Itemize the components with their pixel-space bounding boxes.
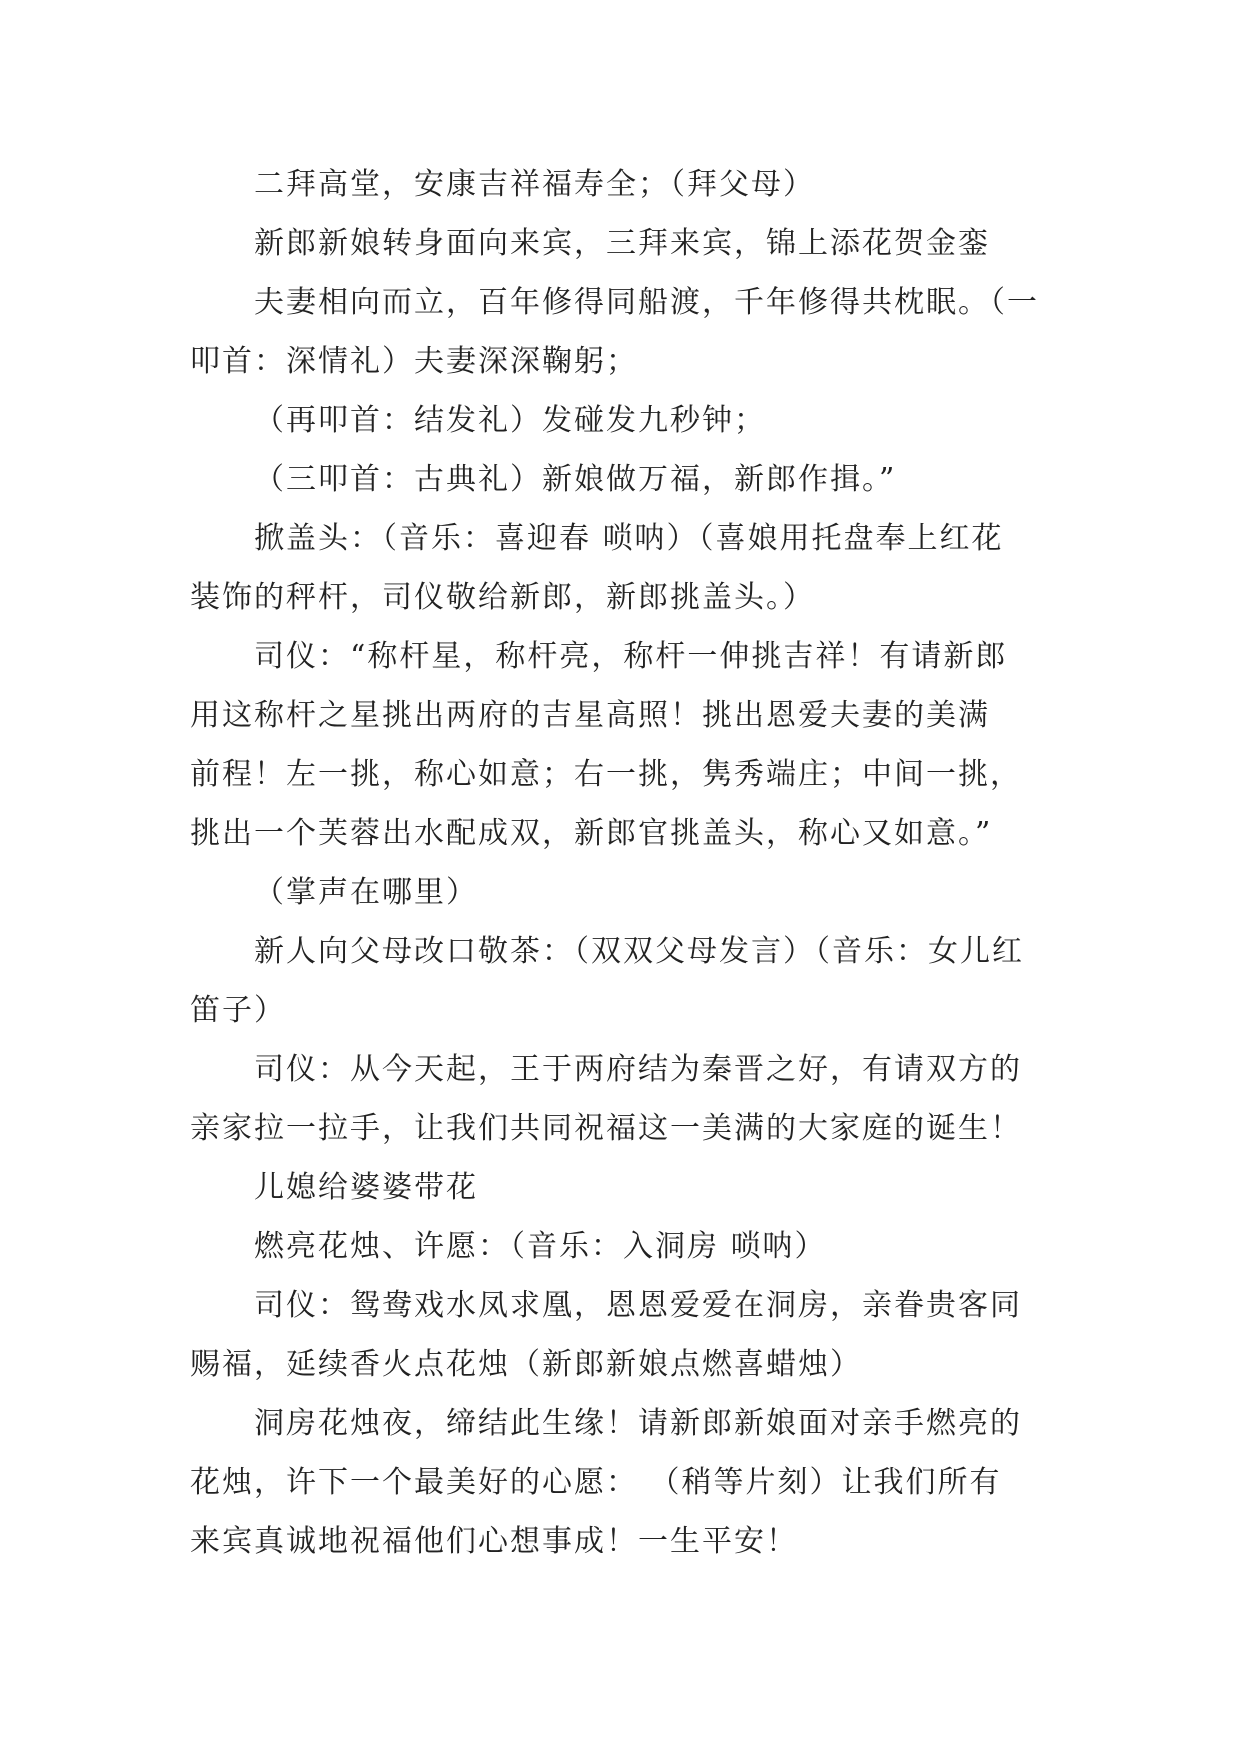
paragraph-families-united (190, 1040, 1070, 1158)
text-line: 来宾真诚地祝福他们心想事成！一生平安！ (190, 1524, 798, 1559)
paragraph-second-bow (190, 391, 1070, 450)
text-line: （再叩首：结发礼）发碰发九秒钟； (254, 403, 766, 438)
paragraph-couple-bow (190, 273, 1070, 391)
text-line: （掌声在哪里） (254, 875, 478, 910)
text-line: 司仪：鸳鸯戏水凤求凰，恩恩爱爱在洞房，亲眷贵客同 (254, 1288, 1022, 1323)
text-line: 司仪：从今天起，王于两府结为秦晋之好，有请双方的 (254, 1052, 1022, 1087)
text-line: 二拜高堂，安康吉祥福寿全；（拜父母） (254, 167, 815, 202)
text-line: 新郎新娘转身面向来宾，三拜来宾，锦上添花贺金銮 (254, 226, 990, 261)
text-line: 夫妻相向而立，百年修得同船渡，千年修得共枕眠。（一 (254, 285, 1039, 320)
text-line: 儿媳给婆婆带花 (254, 1170, 478, 1205)
text-line: 笛子） (190, 993, 286, 1028)
paragraph-third-bow (190, 450, 1070, 509)
paragraph-bow-parents (190, 155, 1070, 214)
paragraph-host-candle-speech (190, 1276, 1070, 1394)
paragraph-lift-veil (190, 509, 1070, 627)
text-line: 用这称杆之星挑出两府的吉星高照！挑出恩爱夫妻的美满 (190, 698, 990, 733)
text-line: （三叩首：古典礼）新娘做万福，新郎作揖。” (254, 462, 897, 497)
text-line: 赐福，延续香火点花烛（新郎新娘点燃喜蜡烛） (190, 1347, 862, 1382)
paragraph-applause (190, 863, 1070, 922)
text-line: 挑出一个芙蓉出水配成双，新郎官挑盖头，称心又如意。” (190, 816, 993, 851)
text-line: 洞房花烛夜，缔结此生缘！请新郎新娘面对亲手燃亮的 (254, 1406, 1022, 1441)
text-line: 亲家拉一拉手，让我们共同祝福这一美满的大家庭的诞生！ (190, 1111, 1022, 1146)
paragraph-host-veil-speech (190, 627, 1070, 863)
text-line: 装饰的秤杆，司仪敬给新郎，新郎挑盖头。） (190, 580, 815, 615)
paragraph-flower-pinning (190, 1158, 1070, 1217)
text-line: 前程！左一挑，称心如意；右一挑，隽秀端庄；中间一挑， (190, 757, 1022, 792)
text-line: 燃亮花烛、许愿：（音乐：入洞房 唢呐） (254, 1229, 827, 1264)
text-line: 新人向父母改口敬茶：（双双父母发言）（音乐：女儿红 (254, 934, 1024, 969)
text-line: 叩首：深情礼）夫妻深深鞠躬； (190, 344, 638, 379)
paragraph-candle-lighting (190, 1217, 1070, 1276)
document-body (190, 155, 1070, 1571)
paragraph-wedding-night-wish (190, 1394, 1070, 1571)
text-line: 花烛，许下一个最美好的心愿： （稍等片刻）让我们所有 (190, 1465, 1002, 1500)
text-line: 掀盖头：（音乐：喜迎春 唢呐）（喜娘用托盘奉上红花 (254, 521, 1004, 556)
paragraph-bow-guests (190, 214, 1070, 273)
text-line: 司仪：“称杆星，称杆亮，称杆一伸挑吉祥！有请新郎 (254, 639, 1008, 674)
paragraph-tea-ceremony (190, 922, 1070, 1040)
